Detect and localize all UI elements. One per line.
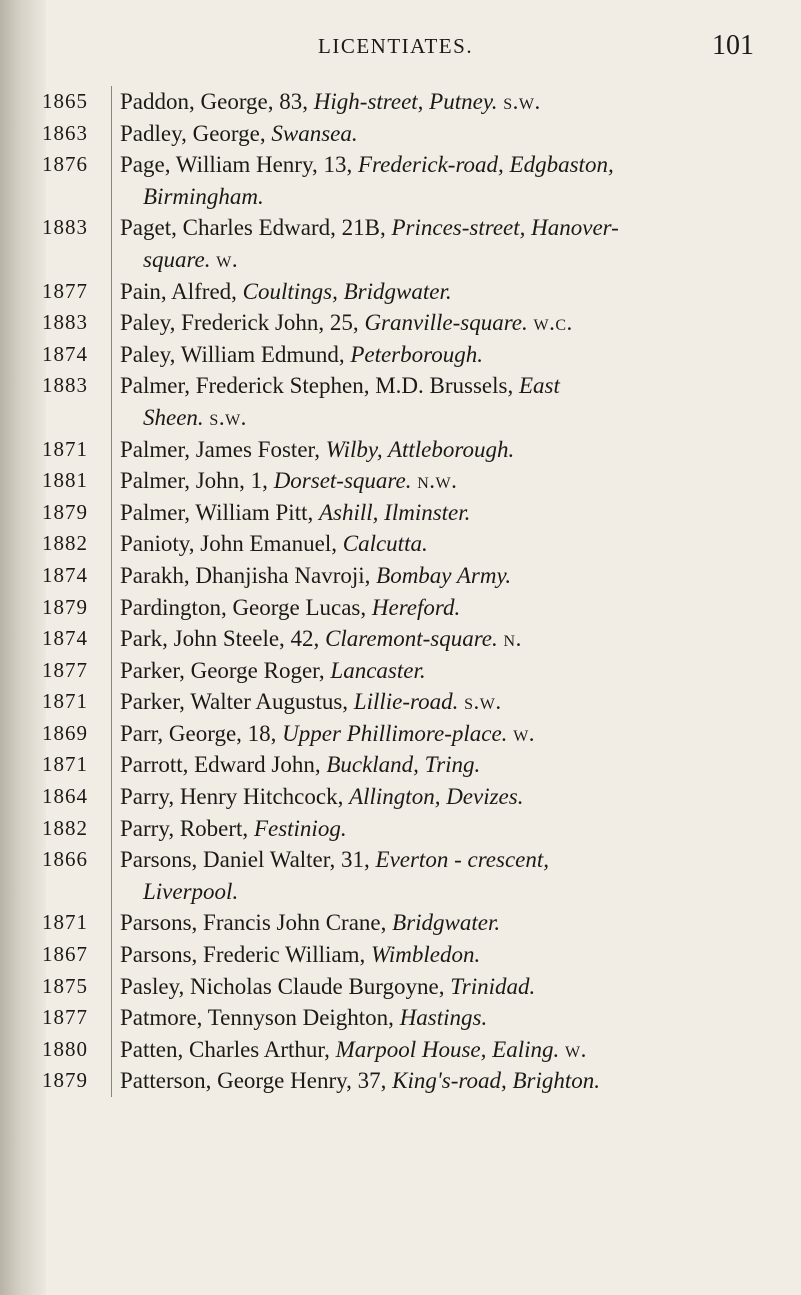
entry-name: Patmore, Tennyson Deighton, bbox=[120, 1005, 400, 1031]
list-item bbox=[0, 971, 801, 1003]
entry-line bbox=[119, 847, 549, 872]
list-item bbox=[0, 939, 801, 971]
entry-text bbox=[119, 1034, 779, 1066]
column-divider bbox=[111, 339, 112, 371]
entry-year: 1871 bbox=[42, 689, 88, 714]
column-divider bbox=[111, 149, 112, 212]
column-divider bbox=[111, 971, 112, 1003]
list-item bbox=[0, 212, 801, 275]
entry-line bbox=[119, 626, 522, 651]
column-divider bbox=[111, 307, 112, 339]
column-divider bbox=[111, 655, 112, 687]
entry-address: King's-road, Brighton. bbox=[392, 1068, 600, 1094]
entry-year: 1871 bbox=[42, 910, 88, 935]
entry-text bbox=[119, 212, 779, 275]
list-item bbox=[0, 1034, 801, 1066]
entry-year: 1865 bbox=[42, 89, 88, 113]
running-title: LICENTIATES. bbox=[318, 34, 474, 58]
column-divider bbox=[111, 86, 112, 118]
list-item bbox=[0, 813, 801, 845]
column-divider bbox=[111, 1065, 112, 1097]
entry-year: 1876 bbox=[42, 152, 88, 177]
entry-address: Peterborough. bbox=[350, 341, 483, 367]
list-item bbox=[0, 655, 801, 687]
entry-year: 1863 bbox=[42, 120, 88, 145]
entry-name: Page, William Henry, 13, bbox=[120, 152, 358, 178]
entry-text bbox=[119, 86, 779, 118]
entry-text bbox=[119, 1002, 779, 1034]
entry-name: Paley, William Edmund, bbox=[120, 341, 351, 367]
entry-continuation-line bbox=[119, 402, 779, 434]
entry-address: Allington, Devizes. bbox=[349, 784, 524, 810]
entry-name: Parry, Henry Hitchcock, bbox=[120, 784, 350, 810]
entry-text bbox=[119, 907, 779, 939]
entry-line bbox=[119, 373, 560, 398]
column-divider bbox=[111, 434, 112, 466]
entry-address: Wilby, Attleborough. bbox=[325, 436, 515, 462]
list-item bbox=[0, 497, 801, 529]
column-divider bbox=[111, 465, 112, 497]
entry-text bbox=[119, 655, 779, 687]
entry-address: Sheen. bbox=[143, 404, 204, 430]
column-divider bbox=[111, 813, 112, 845]
list-item bbox=[0, 339, 801, 371]
entry-line bbox=[119, 689, 502, 714]
entry-name: Parr, George, 18, bbox=[120, 720, 283, 746]
entry-year: 1879 bbox=[42, 594, 88, 619]
entry-name: Park, John Steele, 42, bbox=[120, 626, 326, 652]
list-item bbox=[0, 118, 801, 150]
entry-text bbox=[119, 813, 779, 845]
entry-line bbox=[119, 310, 573, 335]
postal-district: w. bbox=[564, 1036, 587, 1062]
entry-line bbox=[119, 152, 614, 177]
entry-address: Everton - crescent, bbox=[375, 847, 550, 873]
entry-continuation-line bbox=[119, 244, 779, 276]
list-item bbox=[0, 370, 801, 433]
entry-name: Pasley, Nicholas Claude Burgoyne, bbox=[120, 973, 451, 999]
entry-address: Calcutta. bbox=[342, 531, 428, 557]
entry-address: Hereford. bbox=[371, 594, 461, 620]
entry-year: 1882 bbox=[42, 531, 88, 556]
entry-year: 1882 bbox=[42, 815, 88, 840]
entry-line bbox=[119, 215, 619, 240]
entry-text bbox=[119, 1065, 779, 1097]
entry-line bbox=[119, 500, 470, 525]
column-divider bbox=[111, 781, 112, 813]
column-divider bbox=[111, 560, 112, 592]
entry-year: 1874 bbox=[42, 562, 88, 587]
entry-address: Princes-street, Hanover- bbox=[391, 215, 619, 241]
list-item bbox=[0, 434, 801, 466]
list-item bbox=[0, 907, 801, 939]
entry-line bbox=[119, 1068, 600, 1093]
entry-line bbox=[119, 721, 535, 746]
entry-year: 1875 bbox=[42, 973, 88, 998]
column-divider bbox=[111, 528, 112, 560]
list-item bbox=[0, 1002, 801, 1034]
entry-text bbox=[119, 465, 779, 497]
entry-line bbox=[119, 752, 480, 777]
entry-address: Birmingham. bbox=[143, 183, 264, 209]
entry-line bbox=[119, 595, 460, 620]
entry-text bbox=[119, 592, 779, 624]
entry-line bbox=[119, 816, 347, 841]
entry-name: Parry, Robert, bbox=[120, 815, 254, 841]
entry-address: Wimbledon. bbox=[370, 942, 481, 968]
column-divider bbox=[111, 118, 112, 150]
entry-address: Ashill, Ilminster. bbox=[318, 499, 471, 525]
list-item bbox=[0, 528, 801, 560]
entry-text bbox=[119, 718, 779, 750]
list-item bbox=[0, 560, 801, 592]
entry-name: Parker, Walter Augustus, bbox=[120, 689, 354, 715]
entry-address: Bridgwater. bbox=[392, 910, 501, 936]
column-divider bbox=[111, 1002, 112, 1034]
entry-address: square. bbox=[143, 246, 211, 272]
column-divider bbox=[111, 592, 112, 624]
entry-name: Parrott, Edward John, bbox=[120, 752, 327, 778]
entry-text bbox=[119, 339, 779, 371]
entry-address: Buckland, Tring. bbox=[326, 752, 481, 778]
list-item bbox=[0, 86, 801, 118]
entry-line bbox=[119, 121, 358, 146]
entry-address: Lillie-road. bbox=[353, 689, 459, 715]
page-header bbox=[0, 30, 801, 64]
column-divider bbox=[111, 623, 112, 655]
postal-district: s.w. bbox=[464, 689, 502, 715]
licentiates-list bbox=[0, 86, 801, 1097]
entry-year: 1871 bbox=[42, 436, 88, 461]
entry-address: Liverpool. bbox=[143, 878, 239, 904]
entry-address: Frederick-road, Edgbaston, bbox=[357, 152, 614, 178]
entry-year: 1874 bbox=[42, 341, 88, 366]
entry-year: 1879 bbox=[42, 1068, 88, 1093]
entry-text bbox=[119, 276, 779, 308]
entry-text bbox=[119, 971, 779, 1003]
entry-text bbox=[119, 844, 779, 907]
postal-district: s.w. bbox=[209, 404, 247, 430]
entry-line bbox=[119, 658, 426, 683]
entry-address: Granville-square. bbox=[364, 310, 528, 336]
entry-address: Marpool House, Ealing. bbox=[335, 1036, 560, 1062]
entry-name: Palmer, Frederick Stephen, M.D. Brussels, bbox=[120, 373, 519, 399]
entry-name: Paddon, George, 83, bbox=[120, 89, 314, 114]
list-item bbox=[0, 465, 801, 497]
entry-address: Lancaster. bbox=[330, 657, 426, 683]
entry-text bbox=[119, 749, 779, 781]
entry-line bbox=[119, 1037, 587, 1062]
entry-year: 1880 bbox=[42, 1036, 88, 1061]
entry-line bbox=[119, 342, 483, 367]
entry-address: Claremont-square. bbox=[325, 626, 498, 652]
postal-district: w. bbox=[216, 246, 239, 272]
entry-text bbox=[119, 528, 779, 560]
entry-year: 1864 bbox=[42, 784, 88, 809]
postal-district: s.w. bbox=[503, 89, 541, 114]
list-item bbox=[0, 1065, 801, 1097]
entry-name: Pain, Alfred, bbox=[120, 278, 243, 304]
column-divider bbox=[111, 1034, 112, 1066]
entry-text bbox=[119, 370, 779, 433]
entry-address: Upper Phillimore-place. bbox=[282, 720, 508, 746]
entry-address: Swansea. bbox=[271, 120, 358, 146]
entry-name: Parsons, Frederic William, bbox=[120, 942, 371, 968]
entry-continuation-line bbox=[119, 876, 779, 908]
entry-address: Coultings, Bridgwater. bbox=[242, 278, 452, 304]
entry-text bbox=[119, 118, 779, 150]
list-item bbox=[0, 844, 801, 907]
entry-name: Patten, Charles Arthur, bbox=[120, 1036, 336, 1062]
entry-year: 1883 bbox=[42, 215, 88, 240]
entry-name: Palmer, James Foster, bbox=[120, 436, 326, 462]
entry-line bbox=[119, 1005, 487, 1030]
entry-line bbox=[119, 279, 452, 304]
column-divider bbox=[111, 370, 112, 433]
entry-year: 1867 bbox=[42, 942, 88, 967]
entry-name: Pardington, George Lucas, bbox=[120, 594, 372, 620]
entry-name: Paley, Frederick John, 25, bbox=[120, 310, 365, 336]
entry-name: Parker, George Roger, bbox=[120, 657, 331, 683]
entry-line bbox=[119, 468, 457, 493]
list-item bbox=[0, 718, 801, 750]
entry-year: 1883 bbox=[42, 310, 88, 335]
entry-text bbox=[119, 149, 779, 212]
postal-district: w. bbox=[513, 720, 536, 746]
entry-name: Palmer, John, 1, bbox=[120, 468, 274, 494]
column-divider bbox=[111, 749, 112, 781]
list-item bbox=[0, 592, 801, 624]
entry-line bbox=[119, 531, 428, 556]
entry-name: Parakh, Dhanjisha Navroji, bbox=[120, 562, 377, 588]
entry-year: 1881 bbox=[42, 468, 88, 493]
list-item bbox=[0, 307, 801, 339]
entry-name: Parsons, Francis John Crane, bbox=[120, 910, 393, 936]
column-divider bbox=[111, 276, 112, 308]
entry-line bbox=[119, 437, 514, 462]
entry-name: Padley, George, bbox=[120, 120, 272, 146]
entry-text bbox=[119, 434, 779, 466]
entry-line bbox=[119, 974, 535, 999]
entry-year: 1866 bbox=[42, 847, 88, 872]
entry-year: 1877 bbox=[42, 278, 88, 303]
postal-district: n. bbox=[503, 626, 522, 652]
entry-address: Festiniog. bbox=[253, 815, 347, 841]
postal-district: n.w. bbox=[417, 468, 458, 494]
list-item bbox=[0, 623, 801, 655]
column-divider bbox=[111, 686, 112, 718]
entry-year: 1879 bbox=[42, 499, 88, 524]
entry-text bbox=[119, 686, 779, 718]
page-number: 101 bbox=[712, 30, 754, 61]
entry-address: Dorset-square. bbox=[273, 468, 412, 494]
list-item bbox=[0, 276, 801, 308]
list-item bbox=[0, 749, 801, 781]
entry-year: 1871 bbox=[42, 752, 88, 777]
entry-text bbox=[119, 623, 779, 655]
column-divider bbox=[111, 844, 112, 907]
entry-text bbox=[119, 560, 779, 592]
entry-name: Paget, Charles Edward, 21B, bbox=[120, 215, 392, 241]
entry-year: 1874 bbox=[42, 626, 88, 651]
postal-district: w.c. bbox=[533, 310, 573, 336]
entry-name: Parsons, Daniel Walter, 31, bbox=[120, 847, 376, 873]
entry-year: 1869 bbox=[42, 720, 88, 745]
entry-line bbox=[119, 910, 500, 935]
entry-year: 1877 bbox=[42, 1005, 88, 1030]
entry-address: Trinidad. bbox=[450, 973, 536, 999]
list-item bbox=[0, 149, 801, 212]
entry-text bbox=[119, 307, 779, 339]
entry-line bbox=[119, 942, 480, 967]
entry-address: Hastings. bbox=[399, 1005, 488, 1031]
list-item bbox=[0, 686, 801, 718]
entry-year: 1877 bbox=[42, 657, 88, 682]
entry-line bbox=[119, 89, 541, 114]
entry-text bbox=[119, 781, 779, 813]
entry-name: Panioty, John Emanuel, bbox=[120, 531, 343, 557]
list-item bbox=[0, 781, 801, 813]
entry-address: Bombay Army. bbox=[376, 562, 512, 588]
entry-address: High-street, Putney. bbox=[313, 89, 498, 114]
entry-address: East bbox=[518, 373, 560, 399]
entry-name: Patterson, George Henry, 37, bbox=[120, 1068, 393, 1094]
column-divider bbox=[111, 939, 112, 971]
entry-year: 1883 bbox=[42, 373, 88, 398]
column-divider bbox=[111, 497, 112, 529]
column-divider bbox=[111, 718, 112, 750]
entry-text bbox=[119, 939, 779, 971]
column-divider bbox=[111, 907, 112, 939]
entry-continuation-line bbox=[119, 181, 779, 213]
entry-line bbox=[119, 563, 511, 588]
entry-name: Palmer, William Pitt, bbox=[120, 499, 319, 525]
entry-text bbox=[119, 497, 779, 529]
column-divider bbox=[111, 212, 112, 275]
entry-line bbox=[119, 784, 523, 809]
